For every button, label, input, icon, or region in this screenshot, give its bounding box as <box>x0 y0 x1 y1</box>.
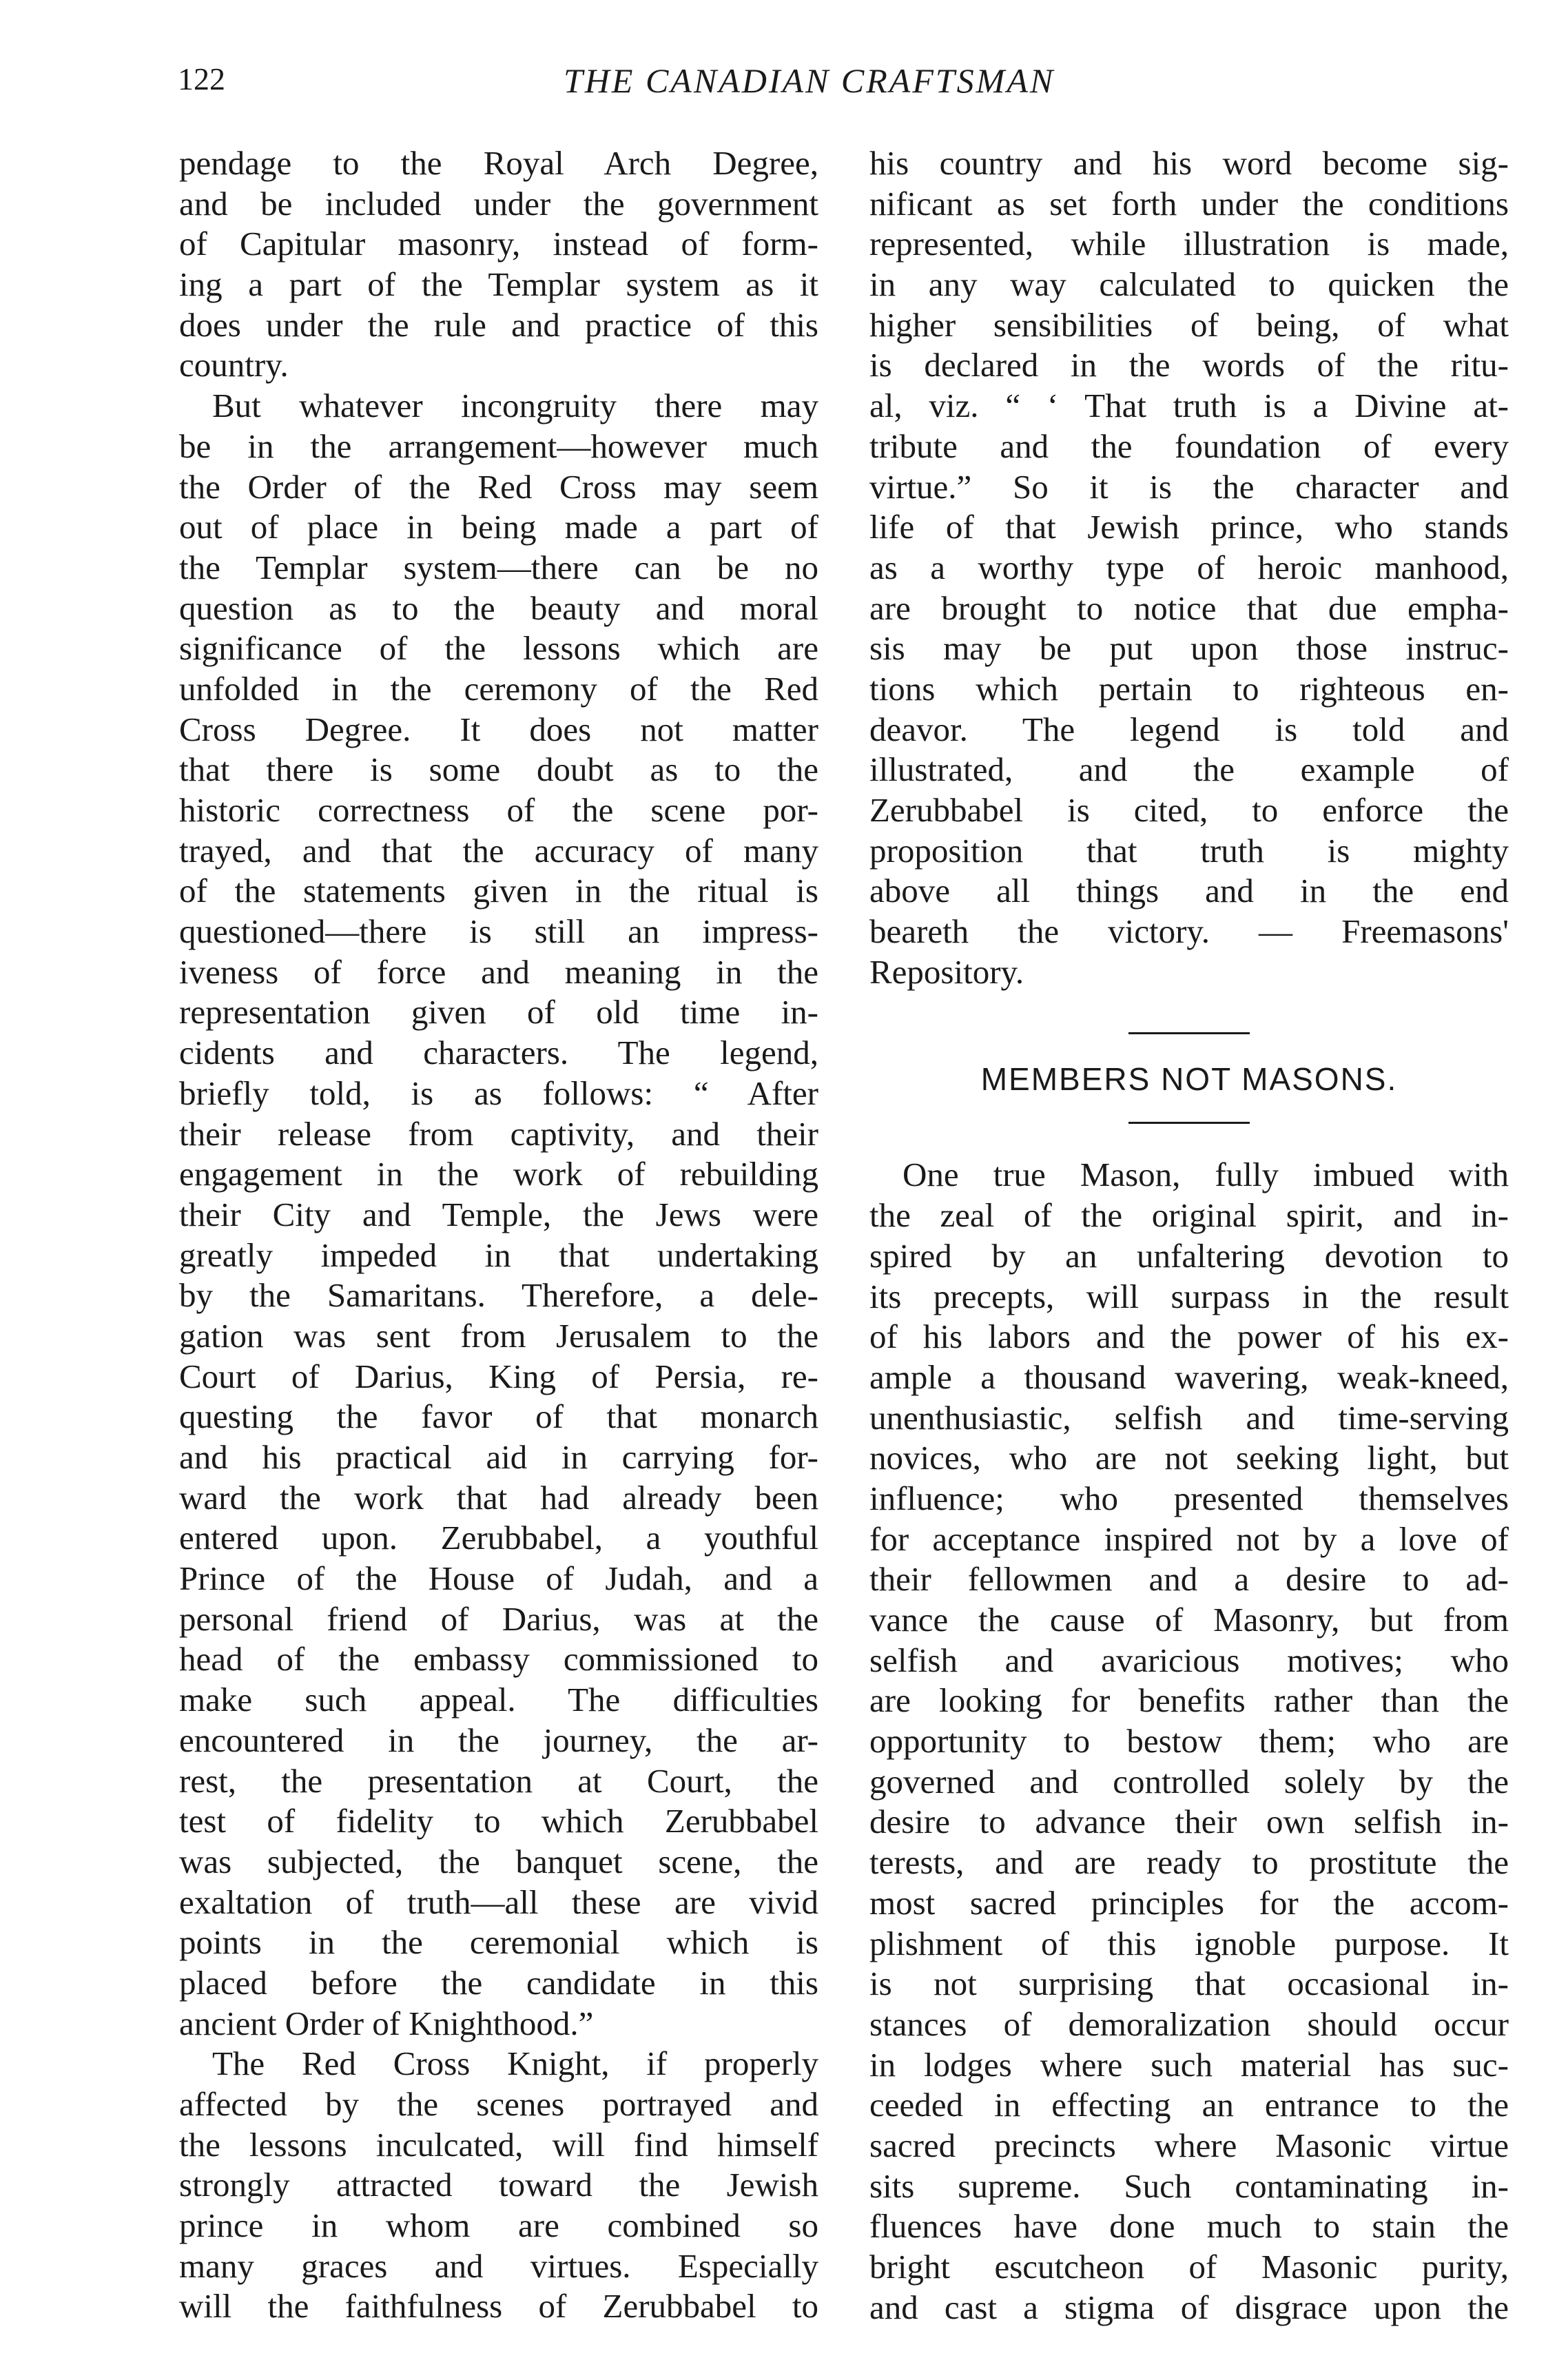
text-line: placed before the candidate in this <box>179 1963 818 2002</box>
text-line: virtue.” So it is the character and <box>869 467 1509 506</box>
text-line: is declared in the words of the ritu- <box>869 346 1509 384</box>
text-line: Cross Degree. It does not matter <box>179 710 818 748</box>
text-line: al, viz. “ ‘ That truth is a Divine at- <box>869 387 1509 425</box>
text-line: strongly attracted toward the Jewish <box>179 2166 818 2204</box>
text-line: does under the rule and practice of this <box>179 305 818 344</box>
text-line: briefly told, is as follows: “ After <box>179 1074 818 1112</box>
text-line: opportunity to bestow them; who are <box>869 1722 1509 1761</box>
text-line: life of that Jewish prince, who stands <box>869 508 1509 546</box>
text-line: novices, who are not seeking light, but <box>869 1439 1509 1477</box>
text-line: will the faithfulness of Zerubbabel to <box>179 2287 818 2326</box>
text-line: rest, the presentation at Court, the <box>179 1761 818 1800</box>
text-line: head of the embassy commissioned to <box>179 1640 818 1679</box>
text-line: ward the work that had already been <box>179 1478 818 1517</box>
text-line: nificant as set forth under the conditions <box>869 184 1509 223</box>
text-line: that there is some doubt as to the <box>179 750 818 789</box>
text-line: personal friend of Darius, was at the <box>179 1599 818 1638</box>
page-number: 122 <box>178 61 225 96</box>
text-line: gation was sent from Jerusalem to the <box>179 1316 818 1355</box>
text-line: of the statements given in the ritual is <box>179 872 818 910</box>
text-line: the Templar system—there can be no <box>179 548 818 586</box>
text-line: unenthusiastic, selfish and time-serving <box>869 1398 1509 1437</box>
text-line: Zerubbabel is cited, to enforce the <box>869 791 1509 829</box>
text-line: encountered in the journey, the ar- <box>179 1721 818 1759</box>
text-line: many graces and virtues. Especially <box>179 2246 818 2285</box>
text-line: governed and controlled solely by the <box>869 1762 1509 1801</box>
text-line: in lodges where such material has suc- <box>869 2045 1509 2084</box>
text-line: ancient Order of Knighthood.” <box>179 2004 594 2042</box>
text-line: are brought to notice that due empha- <box>869 588 1509 627</box>
text-line: historic correctness of the scene por- <box>179 791 818 829</box>
text-line: tribute and the foundation of every <box>869 427 1509 465</box>
text-line: questioned—there is still an impress- <box>179 912 818 951</box>
text-line: Repository. <box>869 952 1024 991</box>
text-line: terests, and are ready to prostitute the <box>869 1843 1509 1882</box>
section-rule <box>869 1104 1509 1144</box>
text-line: and be included under the government <box>179 184 818 223</box>
left-column <box>179 143 818 2327</box>
text-line: for acceptance inspired not by a love of <box>869 1519 1509 1558</box>
text-line: and cast a stigma of disgrace upon the <box>869 2288 1509 2326</box>
text-line: was subjected, the banquet scene, the <box>179 1842 818 1880</box>
text-line: Prince of the House of Judah, and a <box>179 1559 818 1598</box>
text-line: greatly impeded in that undertaking <box>179 1235 818 1274</box>
text-line: proposition that truth is mighty <box>869 831 1509 870</box>
text-line: ing a part of the Templar system as it <box>179 265 818 304</box>
running-title: THE CANADIAN CRAFTSMAN <box>564 61 1055 100</box>
text-line: the zeal of the original spirit, and in- <box>869 1196 1509 1235</box>
text-line: their release from captivity, and their <box>179 1114 818 1153</box>
text-line: out of place in being made a part of <box>179 508 818 546</box>
text-line: vance the cause of Masonry, but from <box>869 1601 1509 1639</box>
text-line: are looking for benefits rather than the <box>869 1681 1509 1720</box>
text-line: in any way calculated to quicken the <box>869 265 1509 304</box>
text-line: beareth the victory. — Freemasons' <box>869 912 1509 951</box>
text-line: of his labors and the power of his ex- <box>869 1317 1509 1356</box>
text-line: plishment of this ignoble purpose. It <box>869 1924 1509 1962</box>
text-line: points in the ceremonial which is <box>179 1923 818 1962</box>
text-line: iveness of force and meaning in the <box>179 952 818 991</box>
text-line: by the Samaritans. Therefore, a dele- <box>179 1276 818 1315</box>
text-line: test of fidelity to which Zerubbabel <box>179 1802 818 1840</box>
text-line: make such appeal. The difficulties <box>179 1681 818 1719</box>
text-line: trayed, and that the accuracy of many <box>179 831 818 870</box>
text-line: most sacred principles for the accom- <box>869 1883 1509 1922</box>
text-line: cidents and characters. The legend, <box>179 1034 818 1072</box>
text-line: bright escutcheon of Masonic purity, <box>869 2248 1509 2286</box>
text-line: illustrated, and the example of <box>869 750 1509 789</box>
text-line: selfish and avaricious motives; who <box>869 1641 1509 1679</box>
text-line: ample a thousand wavering, weak-kneed, <box>869 1357 1509 1396</box>
text-line: and his practical aid in carrying for- <box>179 1438 818 1476</box>
text-line: be in the arrangement—however much <box>179 427 818 465</box>
text-line: fluences have done much to stain the <box>869 2207 1509 2246</box>
text-line: above all things and in the end <box>869 872 1509 910</box>
text-line: is not surprising that occasional in- <box>869 1964 1509 2003</box>
text-line: country. <box>179 346 289 384</box>
spacer <box>869 992 1509 1014</box>
text-line: the Order of the Red Cross may seem <box>179 467 818 506</box>
text-line: influence; who presented themselves <box>869 1479 1509 1517</box>
text-line: engagement in the work of rebuilding <box>179 1155 818 1193</box>
text-line: exaltation of truth—all these are vivid <box>179 1883 818 1921</box>
text-line: the lessons inculcated, will find himself <box>179 2125 818 2164</box>
text-line: desire to advance their own selfish in- <box>869 1803 1509 1841</box>
text-line: prince in whom are combined so <box>179 2206 818 2245</box>
text-line: deavor. The legend is told and <box>869 710 1509 748</box>
text-line: affected by the scenes portrayed and <box>179 2085 818 2123</box>
text-line: One true Mason, fully imbued with <box>903 1156 1509 1194</box>
text-line: their City and Temple, the Jews were <box>179 1195 818 1233</box>
text-line: sacred precincts where Masonic virtue <box>869 2126 1509 2164</box>
text-line: their fellowmen and a desire to ad- <box>869 1560 1509 1599</box>
text-line: of Capitular masonry, instead of form- <box>179 225 818 263</box>
text-line: sits supreme. Such contaminating in- <box>869 2166 1509 2205</box>
text-line: represented, while illustration is made, <box>869 225 1509 263</box>
text-line: Court of Darius, King of Persia, re- <box>179 1357 818 1395</box>
text-line: entered upon. Zerubbabel, a youthful <box>179 1519 818 1557</box>
text-line: sis may be put upon those instruc- <box>869 629 1509 668</box>
text-line: spired by an unfaltering devotion to <box>869 1236 1509 1275</box>
section-rule <box>869 1014 1509 1054</box>
spacer <box>869 1144 1509 1155</box>
text-line: tions which pertain to righteous en- <box>869 669 1509 708</box>
text-line: its precepts, will surpass in the result <box>869 1277 1509 1315</box>
text-line: as a worthy type of heroic manhood, <box>869 548 1509 586</box>
section-heading: MEMBERS NOT MASONS. <box>980 1061 1398 1098</box>
page-header <box>178 61 1516 116</box>
text-line: But whatever incongruity there may <box>212 387 818 425</box>
text-line: question as to the beauty and moral <box>179 588 818 627</box>
text-line: pendage to the Royal Arch Degree, <box>179 144 818 182</box>
text-line: representation given of old time in- <box>179 993 818 1032</box>
text-line: questing the favor of that monarch <box>179 1397 818 1436</box>
text-line: stances of demoralization should occur <box>869 2004 1509 2043</box>
text-line: ceeded in effecting an entrance to the <box>869 2086 1509 2124</box>
text-line: higher sensibilities of being, of what <box>869 305 1509 344</box>
text-line: significance of the lessons which are <box>179 629 818 668</box>
right-column <box>869 143 1509 2328</box>
text-line: The Red Cross Knight, if properly <box>212 2044 818 2083</box>
text-line: his country and his word become sig- <box>869 144 1509 182</box>
text-line: unfolded in the ceremony of the Red <box>179 669 818 708</box>
